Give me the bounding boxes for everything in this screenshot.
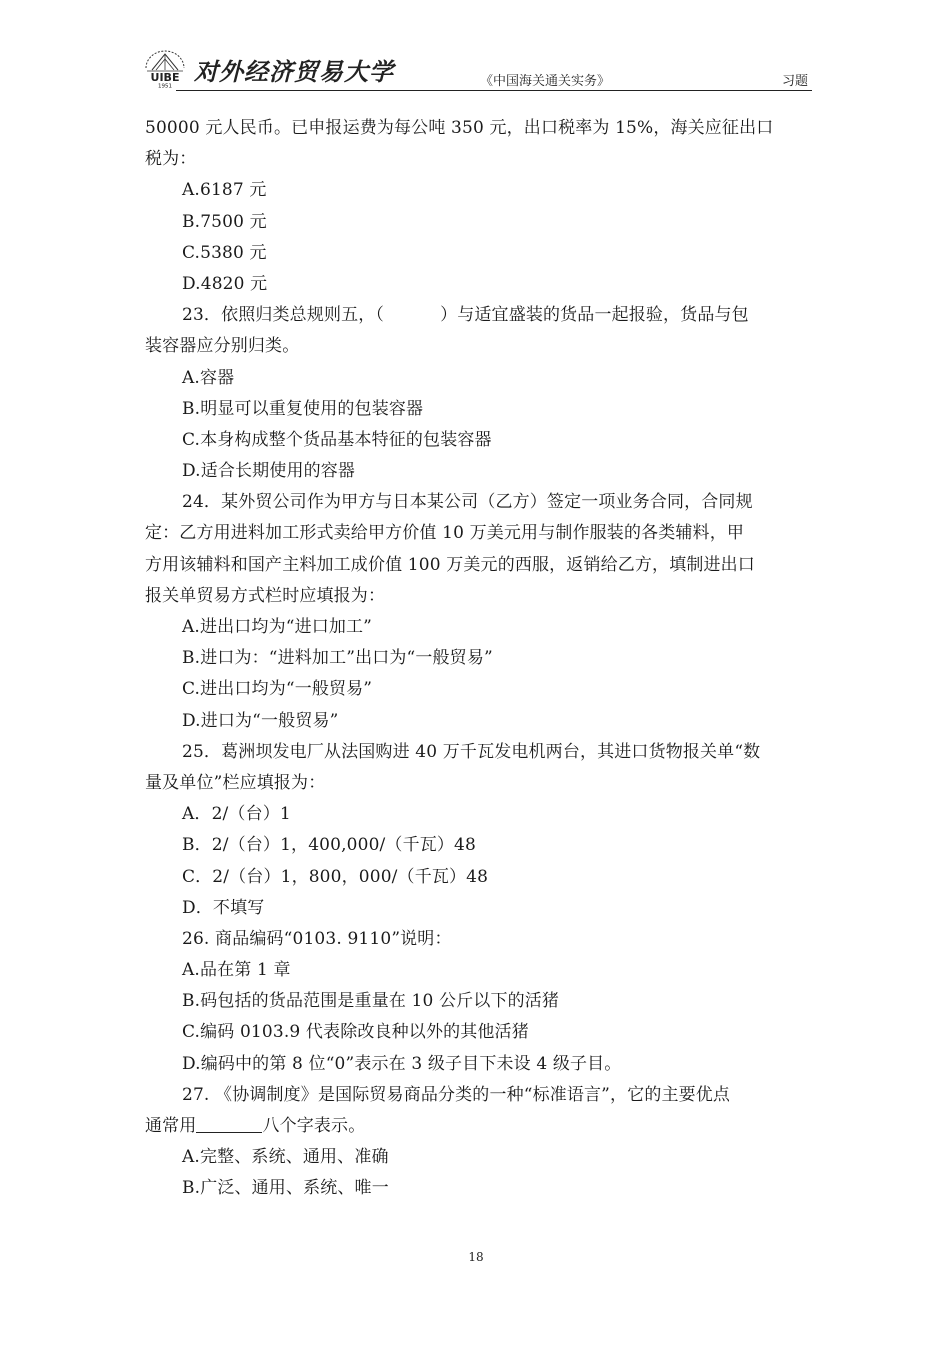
option-line: B.明显可以重复使用的包装容器 <box>182 398 424 419</box>
option-line: B.进口为：“进料加工”出口为“一般贸易” <box>182 648 493 669</box>
option-line: C.本身构成整个货品基本特征的包装容器 <box>182 429 492 450</box>
book-title: 《中国海关通关实务》 <box>480 74 611 89</box>
option-line: B.广泛、通用、系统、唯一 <box>182 1178 389 1199</box>
option-line: C.进出口均为“一般贸易” <box>182 679 373 700</box>
question-27-line: 27. 《协调制度》是国际贸易商品分类的一种“标准语言”，它的主要优点 <box>182 1084 731 1105</box>
text-line: 方用该辅料和国产主料加工成价值 100 万美元的西服，返销给乙方，填制进出口 <box>145 554 755 575</box>
question-27-end: 八个字表示。 <box>262 1116 366 1136</box>
option-line: D.进口为“一般贸易” <box>182 710 339 731</box>
header-rule <box>176 90 812 91</box>
option-line: A.容器 <box>182 367 235 388</box>
question-24-line: 24．某外贸公司作为甲方与日本某公司（乙方）签定一项业务合同，合同规 <box>182 492 753 513</box>
question-23-start: 23．依照归类总规则五，（ <box>182 305 385 326</box>
question-27-cont-line <box>145 1111 813 1142</box>
option-line: B．2/（台）1，400,000/（千瓦）48 <box>182 835 476 856</box>
option-line: D.适合长期使用的容器 <box>182 461 356 482</box>
option-line: C.编码 0103.9 代表除改良种以外的其他活猪 <box>182 1022 529 1043</box>
question-23-line <box>145 300 813 331</box>
text-line: 量及单位”栏应填报为： <box>145 772 326 793</box>
option-line: D．不填写 <box>182 897 265 918</box>
option-line: B.7500 元 <box>182 211 267 232</box>
text-line: 定：乙方用进料加工形式卖给甲方价值 10 万美元用与制作服装的各类辅料，甲 <box>145 523 744 544</box>
question-27-start: 通常用 <box>145 1116 197 1136</box>
option-line: C．2/（台）1，800，000/（千瓦）48 <box>182 866 489 887</box>
option-line: B.码包括的货品范围是重量在 10 公斤以下的活猪 <box>182 991 560 1012</box>
option-line: A.品在第 1 章 <box>182 960 291 981</box>
page-number: 18 <box>468 1250 484 1264</box>
question-23-end: ）与适宜盛装的货品一起报验，货品与包 <box>440 305 749 326</box>
text-line: 50000 元人民币。已申报运费为每公吨 350 元，出口税率为 15%，海关应征出口 <box>145 118 774 138</box>
option-line: A.完整、系统、通用、准确 <box>182 1147 389 1168</box>
text-line: 税为： <box>145 149 197 170</box>
university-name: 对外经济贸易大学 <box>194 57 394 86</box>
seal-letters: UIBE <box>150 71 180 84</box>
option-line: D.4820 元 <box>182 273 268 294</box>
page-body <box>145 113 813 1205</box>
option-line: D.编码中的第 8 位“0”表示在 3 级子目下未设 4 级子目。 <box>182 1053 622 1074</box>
university-seal-icon <box>142 48 188 88</box>
option-line: C.5380 元 <box>182 242 267 263</box>
option-line: A.6187 元 <box>182 180 267 201</box>
seal-year: 1951 <box>158 83 172 88</box>
option-line: A．2/（台）1 <box>182 804 291 825</box>
question-25-line: 25．葛洲坝发电厂从法国购进 40 万千瓦发电机两台，其进口货物报关单“数 <box>182 741 761 762</box>
page-header <box>142 40 812 92</box>
question-26-line: 26. 商品编码“0103. 9110”说明： <box>182 928 452 949</box>
section-label: 习题 <box>781 74 808 89</box>
text-line: 装容器应分别归类。 <box>145 336 300 357</box>
answer-blank <box>196 1114 262 1133</box>
option-line: A.进出口均为“进口加工” <box>182 617 373 637</box>
text-line: 报关单贸易方式栏时应填报为： <box>145 585 386 606</box>
